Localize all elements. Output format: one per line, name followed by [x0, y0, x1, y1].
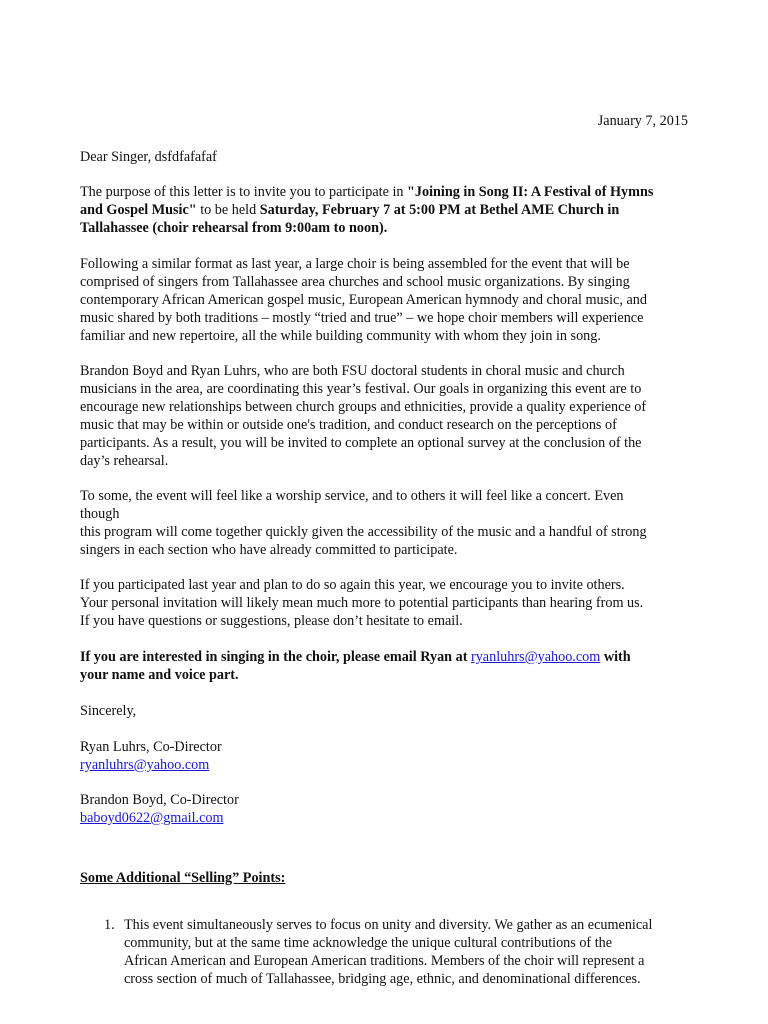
signature-email-line: [80, 809, 224, 827]
list-item-line: This event simultaneously serves to focus on unity and diversity. We gather as an ecumenical: [124, 917, 653, 933]
ryan-email-link[interactable]: ryanluhrs@yahoo.com: [80, 757, 210, 773]
list-item-line: community, but at the same time acknowledge the unique cultural contributions of the: [124, 935, 613, 951]
paragraph-line: contemporary African American gospel music, European American hymnody and choral music, and: [80, 292, 647, 308]
paragraph-line: familiar and new repertoire, all the while building community with whom they join in song.: [80, 328, 601, 344]
paragraph-line: music shared by both traditions – mostly “tried and true” – we hope choir members will experience: [80, 310, 644, 326]
paragraph-line: encourage new relationships between church groups and ethnicities, provide a quality experience of: [80, 399, 647, 415]
list-number: 1.: [104, 917, 115, 933]
paragraph-line: Following a similar format as last year, a large choir is being assembled for the event that will be: [80, 256, 630, 272]
event-datetime: Saturday, February 7 at 5:00 PM at Bethel AME Church in: [259, 202, 620, 218]
paragraph-line: comprised of singers from Tallahassee area churches and school music organizations. By singing: [80, 274, 630, 290]
list-item-line: cross section of much of Tallahassee, bridging age, ethnic, and denominational differences.: [124, 971, 641, 987]
closing: Sincerely,: [80, 703, 137, 719]
paragraph-line: Your personal invitation will likely mean much more to potential participants than hearing from us.: [80, 595, 644, 611]
paragraph-line: If you have questions or suggestions, please don’t hesitate to email.: [80, 613, 463, 629]
cta-line-1: If you are interested in singing in the choir, please email Ryan at ryanluhrs@yahoo.com with: [80, 649, 631, 665]
list-item-line: African American and European American traditions. Members of the choir will represent a: [124, 953, 645, 969]
signature-name: Brandon Boyd, Co-Director: [80, 792, 239, 808]
paragraph-line: singers in each section who have already committed to participate.: [80, 542, 458, 558]
paragraph-line: If you participated last year and plan to do so again this year, we encourage you to invite others.: [80, 577, 625, 593]
paragraph-line: music that may be within or outside one's tradition, and conduct research on the perceptions of: [80, 417, 617, 433]
salutation: Dear Singer, dsfdfafafaf: [80, 149, 217, 165]
invitation-line-1: The purpose of this letter is to invite you to participate in "Joining in Song II: A Festival of Hymns: [80, 184, 654, 200]
paragraph-line: Brandon Boyd and Ryan Luhrs, who are both FSU doctoral students in choral music and church: [80, 363, 625, 379]
event-title: "Joining in Song II: A Festival of Hymns: [407, 184, 654, 200]
letter-date: January 7, 2015: [597, 113, 688, 129]
invitation-line-2: and Gospel Music" to be held Saturday, February 7 at 5:00 PM at Bethel AME Church in: [80, 202, 620, 218]
brandon-email-link[interactable]: baboyd0622@gmail.com: [80, 810, 224, 826]
signature-name: Ryan Luhrs, Co-Director: [80, 739, 222, 755]
ryan-email-link-bold[interactable]: ryanluhrs@yahoo.com: [470, 649, 601, 665]
signature-email-line: [80, 756, 209, 774]
paragraph-line: this program will come together quickly given the accessibility of the music and a handful of strong: [80, 524, 647, 540]
paragraph-line: though: [80, 506, 120, 522]
paragraph-line: participants. As a result, you will be invited to complete an optional survey at the conclusion of the: [80, 435, 642, 451]
additional-points-heading: Some Additional “Selling” Points:: [80, 870, 286, 886]
cta-line-2: your name and voice part.: [80, 667, 239, 683]
paragraph-line: musicians in the area, are coordinating this year’s festival. Our goals in organizing this event are to: [80, 381, 642, 397]
paragraph-line: day’s rehearsal.: [80, 453, 169, 469]
invitation-line-3: Tallahassee (choir rehearsal from 9:00am to noon).: [80, 220, 388, 236]
paragraph-line: To some, the event will feel like a worship service, and to others it will feel like a concert. Even: [80, 488, 624, 504]
